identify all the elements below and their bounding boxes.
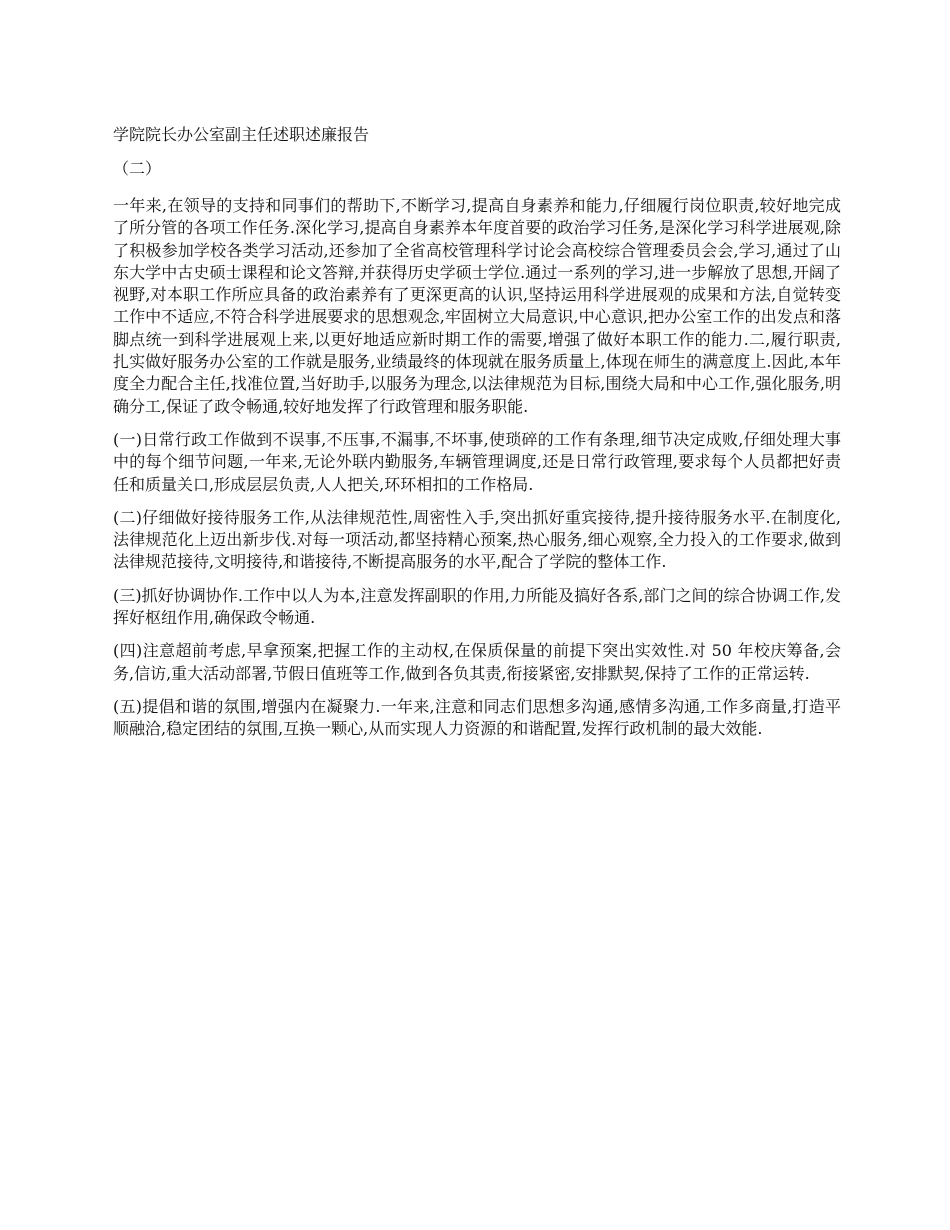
paragraph-intro: 一年来,在领导的支持和同事们的帮助下,不断学习,提高自身素养和能力,仔细履行岗位职责,较好地完成了所分管的各项工作任务.深化学习,提高自身素养本年度首要的政治学习任务,是深化学习科学进展观,除了积极参加学校各类学习活动,还参加了全省高校管理科学讨论会高校综合管理委员会会,学习,通过了山东大学中古史硕士课程和论文答辩,并获得历史学硕士学位.通过一系列的学习,进一步解放了思想,开阔了视野,对本职工作所应具备的政治素养有了更深更高的认识,坚持运用科学进展观的成果和方法,自觉转变工作中不适应,不符合科学进展要求的思想观念,牢固树立大局意识,中心意识,把办公室工作的出发点和落脚点统一到科学进展观上来,以更好地适应新时期工作的需要,增强了做好本职工作的能力.二,履行职责,扎实做好服务办公室的工作就是服务,业绩最终的体现就在服务质量上,体现在师生的满意度上.因此,本年度全力配合主任,找准位置,当好助手,以服务为理念,以法律规范为目标,围绕大局和中心工作,强化服务,明确分工,保证了政令畅通,较好地发挥了行政管理和服务职能. (113, 196, 841, 416)
paragraph-item-5: (五)提倡和谐的氛围,增强内在凝聚力.一年来,注意和同志们思想多沟通,感情多沟通,工作多商量,打造平顺融洽,稳定团结的氛围,互换一颗心,从而实现人力资源的和谐配置,发挥行政机制的最大效能. (113, 696, 841, 739)
paragraph-item-3: (三)抓好协调协作.工作中以人为本,注意发挥副职的作用,力所能及搞好各系,部门之间的综合协调工作,发挥好枢纽作用,确保政令畅通. (113, 585, 841, 628)
document-page (113, 124, 841, 752)
paragraph-item-2: (二)仔细做好接待服务工作,从法律规范性,周密性入手,突出抓好重宾接待,提升接待服务水平.在制度化,法律规范化上迈出新步伐.对每一项活动,都坚持精心预案,热心服务,细心观察,全力投入的工作要求,做到法律规范接待,文明接待,和谐接待,不断提高服务的水平,配合了学院的整体工作. (113, 507, 841, 572)
paragraph-item-4: (四)注意超前考虑,早拿预案,把握工作的主动权,在保质保量的前提下突出实效性.对 50 年校庆筹备,会务,信访,重大活动部署,节假日值班等工作,做到各负其责,衔接紧密,安排默契,保持了工作的正常运转. (113, 641, 841, 683)
document-title: 学院院长办公室副主任述职述廉报告 (113, 125, 370, 144)
paragraph-item-1: (一)日常行政工作做到不误事,不压事,不漏事,不坏事,使琐碎的工作有条理,细节决定成败,仔细处理大事中的每个细节问题,一年来,无论外联内勤服务,车辆管理调度,还是日常行政管理,要求每个人员都把好责任和质量关口,形成层层负责,人人把关,环环相扣的工作格局. (113, 429, 841, 494)
document-subtitle: （二） (113, 159, 162, 178)
